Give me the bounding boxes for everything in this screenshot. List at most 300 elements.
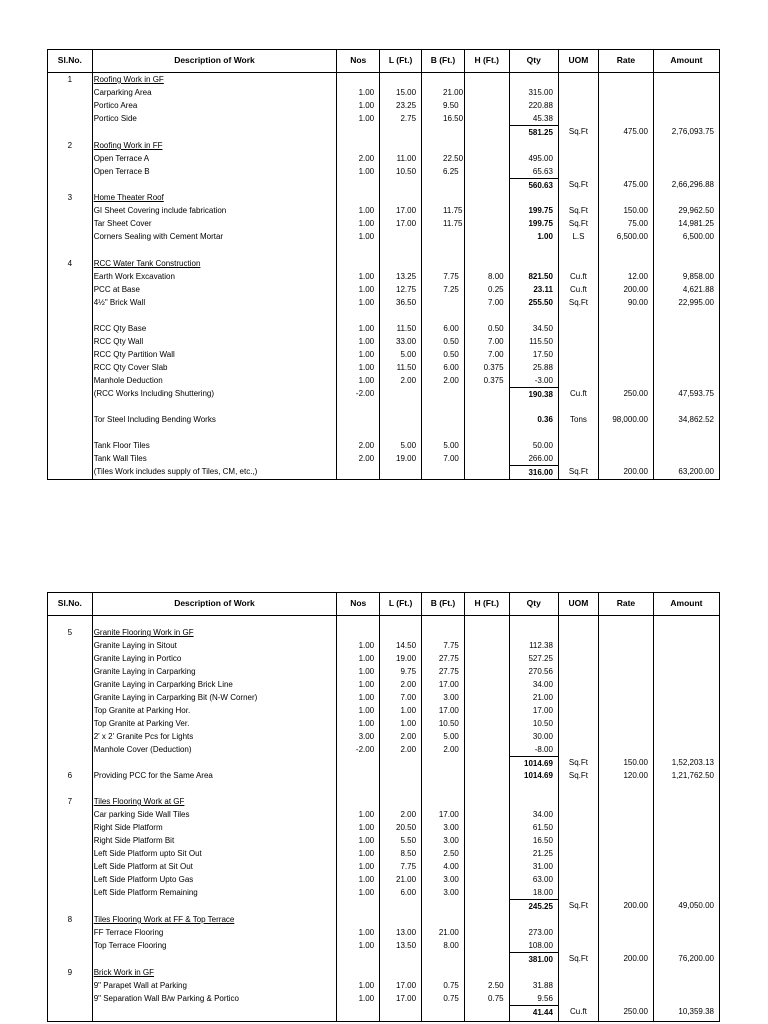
breadth-value: 21.00 — [443, 88, 464, 97]
qty-value: 0.36 — [537, 415, 553, 424]
nos-value: 1.00 — [358, 654, 375, 663]
amount-value: 10,359.38 — [678, 1007, 714, 1016]
length-value: 11.50 — [396, 363, 417, 372]
height-value: 0.25 — [488, 285, 504, 294]
qty-value: 16.50 — [532, 836, 553, 845]
breadth-value: 11.75 — [443, 219, 463, 228]
uom-value: Sq.Ft — [568, 954, 589, 963]
length-value: 11.50 — [396, 324, 417, 333]
nos-value: 1.00 — [358, 272, 375, 281]
item-description: Granite Laying in Carparking Bit (N-W Corner) — [93, 693, 258, 702]
uom-value: Sq.Ft — [568, 127, 589, 136]
length-value: 5.00 — [400, 350, 417, 359]
section-title: Roofing Work in GF — [93, 75, 164, 84]
header-length: L (Ft.) — [380, 593, 422, 615]
breadth-value: 11.75 — [443, 206, 463, 215]
qty-value: 21.25 — [532, 849, 553, 858]
section-title: Brick Work in GF — [93, 968, 155, 977]
sl-no: 8 — [67, 915, 73, 924]
header-length: L (Ft.) — [380, 50, 422, 72]
length-value: 15.00 — [396, 88, 417, 97]
item-description: Portico Side — [93, 114, 137, 123]
sl-no: 5 — [67, 628, 73, 637]
header-height: H (Ft.) — [465, 593, 510, 615]
length-value: 19.00 — [396, 454, 417, 463]
col-rate — [599, 73, 654, 479]
nos-value: -2.00 — [355, 389, 375, 398]
breadth-value: 9.50 — [443, 101, 459, 110]
height-value: 0.75 — [488, 994, 504, 1003]
item-description: PCC at Base — [93, 285, 140, 294]
item-description: 2' x 2' Granite Pcs for Lights — [93, 732, 194, 741]
section-title: RCC Water Tank Construction — [93, 259, 201, 268]
item-description: Left Side Platform Upto Gas — [93, 875, 194, 884]
item-description: Manhole Deduction — [93, 376, 163, 385]
breadth-value: 2.00 — [443, 745, 459, 754]
length-value: 13.50 — [396, 941, 417, 950]
breadth-value: 4.00 — [443, 862, 459, 871]
col-amount — [654, 73, 719, 479]
qty-total: 381.00 — [510, 952, 558, 965]
length-value: 14.50 — [396, 641, 417, 650]
qty-total: 1014.69 — [510, 756, 558, 769]
length-value: 12.75 — [396, 285, 417, 294]
sl-no: 4 — [67, 259, 73, 268]
rate-value: 98,000.00 — [612, 415, 648, 424]
col-uom — [559, 73, 599, 479]
header-breadth: B (Ft.) — [422, 593, 465, 615]
qty-value: 527.25 — [528, 654, 553, 663]
rate-value: 150.00 — [623, 206, 648, 215]
item-description: Providing PCC for the Same Area — [93, 771, 213, 780]
qty-value: 10.50 — [532, 719, 553, 728]
amount-value: 2,76,093.75 — [671, 127, 714, 136]
breadth-value: 3.00 — [443, 823, 459, 832]
amount-value: 76,200.00 — [678, 954, 714, 963]
nos-value: 1.00 — [358, 641, 375, 650]
item-description: RCC Qty Cover Slab — [93, 363, 168, 372]
amount-value: 49,050.00 — [678, 901, 714, 910]
rate-value: 475.00 — [623, 127, 648, 136]
item-description: RCC Qty Wall — [93, 337, 144, 346]
qty-value: 61.50 — [532, 823, 553, 832]
breadth-value: 5.00 — [443, 732, 459, 741]
breadth-value: 3.00 — [443, 693, 459, 702]
qty-value: 255.50 — [528, 298, 553, 307]
item-description: Left Side Platform at Sit Out — [93, 862, 193, 871]
col-breadth — [422, 616, 465, 1021]
item-description: Tank Floor Tiles — [93, 441, 150, 450]
length-value: 7.00 — [400, 693, 417, 702]
uom-value: Sq.Ft — [568, 901, 589, 910]
nos-value: 1.00 — [358, 324, 375, 333]
col-nos — [337, 73, 380, 479]
length-value: 21.00 — [396, 875, 417, 884]
qty-value: 1014.69 — [524, 771, 553, 780]
item-description: Tank Wall Tiles — [93, 454, 147, 463]
nos-value: 1.00 — [358, 719, 375, 728]
uom-value: Cu.ft — [570, 285, 587, 294]
item-description: Earth Work Excavation — [93, 272, 175, 281]
height-value: 0.50 — [488, 324, 504, 333]
uom-value: Sq.Ft — [568, 219, 589, 228]
amount-value: 1,21,762.50 — [671, 771, 714, 780]
uom-value: Sq.Ft — [568, 758, 589, 767]
nos-value: 1.00 — [358, 88, 375, 97]
nos-value: 1.00 — [358, 350, 375, 359]
rate-value: 250.00 — [623, 1007, 648, 1016]
col-qty — [510, 73, 559, 479]
nos-value: 1.00 — [358, 928, 375, 937]
item-description: Top Terrace Flooring — [93, 941, 167, 950]
height-value: 0.375 — [483, 363, 504, 372]
nos-value: 1.00 — [358, 862, 375, 871]
col-rate — [599, 616, 654, 1021]
breadth-value: 6.00 — [443, 324, 459, 333]
amount-value: 63,200.00 — [678, 467, 714, 476]
item-description: Tor Steel Including Bending Works — [93, 415, 216, 424]
qty-value: 25.88 — [532, 363, 553, 372]
length-value: 17.00 — [396, 206, 417, 215]
uom-value: Sq.Ft — [568, 180, 589, 189]
breadth-value: 6.25 — [443, 167, 459, 176]
nos-value: 1.00 — [358, 206, 375, 215]
nos-value: 2.00 — [358, 154, 375, 163]
qty-total: 245.25 — [510, 899, 558, 912]
qty-value: 266.00 — [528, 454, 553, 463]
header-rate: Rate — [599, 50, 654, 72]
nos-value: 1.00 — [358, 114, 375, 123]
length-value: 7.75 — [400, 862, 417, 871]
col-description — [93, 616, 338, 1021]
height-value: 7.00 — [488, 298, 504, 307]
nos-value: 1.00 — [358, 337, 375, 346]
length-value: 5.00 — [400, 441, 417, 450]
col-sl-no — [48, 616, 93, 1021]
qty-value: 34.50 — [532, 324, 553, 333]
col-amount — [654, 616, 719, 1021]
nos-value: 1.00 — [358, 888, 375, 897]
breadth-value: 22.50 — [443, 154, 464, 163]
item-description: (Tiles Work includes supply of Tiles, CM, etc.,) — [93, 467, 258, 476]
length-value: 9.75 — [400, 667, 417, 676]
header-nos: Nos — [337, 593, 380, 615]
qty-value: 199.75 — [528, 219, 553, 228]
section-title: Granite Flooring Work in GF — [93, 628, 194, 637]
nos-value: 1.00 — [358, 836, 375, 845]
item-description: 9" Separation Wall B/w Parking & Portico — [93, 994, 239, 1003]
qty-value: -3.00 — [534, 376, 553, 385]
qty-value: 108.00 — [528, 941, 553, 950]
section-title: Roofing Work in FF — [93, 141, 163, 150]
qty-total: 316.00 — [510, 465, 558, 478]
nos-value: 1.00 — [358, 219, 375, 228]
breadth-value: 3.00 — [443, 875, 459, 884]
item-description: Left Side Platform Remaining — [93, 888, 198, 897]
nos-value: 1.00 — [358, 981, 375, 990]
item-description: Granite Laying in Portico — [93, 654, 182, 663]
header-nos: Nos — [337, 50, 380, 72]
breadth-value: 17.00 — [438, 706, 459, 715]
length-value: 13.00 — [396, 928, 417, 937]
breadth-value: 7.25 — [443, 285, 459, 294]
qty-value: 115.50 — [529, 337, 553, 346]
estimate-table-1 — [47, 49, 720, 480]
col-sl-no — [48, 73, 93, 479]
rate-value: 6,500.00 — [616, 232, 648, 241]
breadth-value: 7.75 — [443, 641, 459, 650]
length-value: 20.50 — [396, 823, 417, 832]
item-description: Open Terrace B — [93, 167, 150, 176]
sl-no: 1 — [67, 75, 73, 84]
qty-value: 220.88 — [528, 101, 553, 110]
qty-total: 560.63 — [510, 178, 558, 191]
uom-value: Sq.Ft — [568, 771, 589, 780]
header-uom: UOM — [559, 593, 599, 615]
length-value: 36.50 — [396, 298, 417, 307]
nos-value: 1.00 — [358, 994, 375, 1003]
item-description: 4½" Brick Wall — [93, 298, 146, 307]
breadth-value: 27.75 — [438, 667, 459, 676]
qty-value: 9.56 — [537, 994, 553, 1003]
qty-total: 581.25 — [510, 125, 558, 138]
amount-value: 6,500.00 — [682, 232, 714, 241]
breadth-value: 27.75 — [438, 654, 459, 663]
table-header — [48, 593, 719, 616]
breadth-value: 5.00 — [443, 441, 459, 450]
breadth-value: 17.00 — [438, 810, 459, 819]
nos-value: 1.00 — [358, 298, 375, 307]
nos-value: 1.00 — [358, 363, 375, 372]
rate-value: 200.00 — [623, 285, 648, 294]
nos-value: 1.00 — [358, 101, 375, 110]
header-uom: UOM — [559, 50, 599, 72]
header-sl-no: Sl.No. — [48, 593, 93, 615]
nos-value: 1.00 — [358, 875, 375, 884]
item-description: Top Granite at Parking Hor. — [93, 706, 191, 715]
rate-value: 12.00 — [627, 272, 648, 281]
amount-value: 34,862.52 — [678, 415, 714, 424]
item-description: 9" Parapet Wall at Parking — [93, 981, 187, 990]
length-value: 2.00 — [400, 810, 417, 819]
nos-value: 1.00 — [358, 849, 375, 858]
nos-value: 1.00 — [358, 167, 375, 176]
length-value: 19.00 — [396, 654, 417, 663]
nos-value: 2.00 — [358, 454, 375, 463]
sl-no: 2 — [67, 141, 73, 150]
item-description: Manhole Cover (Deduction) — [93, 745, 192, 754]
item-description: (RCC Works Including Shuttering) — [93, 389, 215, 398]
qty-value: 112.38 — [529, 641, 553, 650]
sl-no: 3 — [67, 193, 73, 202]
amount-value: 1,52,203.13 — [671, 758, 714, 767]
qty-total: 190.38 — [510, 387, 558, 400]
height-value: 2.50 — [488, 981, 504, 990]
col-height — [465, 616, 510, 1021]
item-description: RCC Qty Partition Wall — [93, 350, 175, 359]
section-title: Tiles Flooring Work at FF & Top Terrace — [93, 915, 235, 924]
uom-value: Tons — [570, 415, 587, 424]
breadth-value: 21.00 — [438, 928, 459, 937]
height-value: 0.375 — [483, 376, 504, 385]
item-description: Open Terrace A — [93, 154, 150, 163]
breadth-value: 7.75 — [443, 272, 459, 281]
height-value: 7.00 — [488, 337, 504, 346]
rate-value: 475.00 — [623, 180, 648, 189]
item-description: Right Side Platform Bit — [93, 836, 175, 845]
amount-value: 14,981.25 — [678, 219, 714, 228]
header-description: Description of Work — [93, 593, 338, 615]
breadth-value: 3.00 — [443, 888, 459, 897]
qty-value: 21.00 — [532, 693, 553, 702]
qty-total: 41.44 — [510, 1005, 558, 1018]
nos-value: 2.00 — [358, 441, 375, 450]
breadth-value: 0.50 — [443, 337, 459, 346]
uom-value: Cu.ft — [570, 1007, 587, 1016]
sl-no: 9 — [67, 968, 73, 977]
rate-value: 200.00 — [623, 467, 648, 476]
breadth-value: 2.00 — [443, 376, 459, 385]
sl-no: 6 — [67, 771, 73, 780]
rate-value: 250.00 — [623, 389, 648, 398]
breadth-value: 16.50 — [443, 114, 464, 123]
nos-value: 1.00 — [358, 810, 375, 819]
table-header — [48, 50, 719, 73]
item-description: RCC Qty Base — [93, 324, 147, 333]
col-description — [93, 73, 338, 479]
breadth-value: 17.00 — [438, 680, 459, 689]
qty-value: 45.38 — [532, 114, 553, 123]
length-value: 2.00 — [400, 680, 417, 689]
col-breadth — [422, 73, 465, 479]
height-value: 8.00 — [488, 272, 504, 281]
item-description: Left Side Platform upto Sit Out — [93, 849, 202, 858]
breadth-value: 2.50 — [443, 849, 459, 858]
nos-value: -2.00 — [355, 745, 375, 754]
uom-value: Cu.ft — [570, 272, 587, 281]
item-description: GI Sheet Covering include fabrication — [93, 206, 227, 215]
length-value: 2.00 — [400, 376, 417, 385]
qty-value: 821.50 — [528, 272, 553, 281]
qty-value: 17.00 — [532, 706, 553, 715]
breadth-value: 3.00 — [443, 836, 459, 845]
uom-value: Sq.Ft — [568, 467, 589, 476]
header-qty: Qty — [510, 593, 559, 615]
item-description: Tar Sheet Cover — [93, 219, 152, 228]
amount-value: 2,66,296.88 — [671, 180, 714, 189]
uom-value: Sq.Ft — [568, 206, 589, 215]
length-value: 6.00 — [400, 888, 417, 897]
nos-value: 3.00 — [358, 732, 375, 741]
item-description: Right Side Platform — [93, 823, 163, 832]
length-value: 2.00 — [400, 732, 417, 741]
uom-value: Cu.ft — [570, 389, 587, 398]
amount-value: 29,962.50 — [678, 206, 714, 215]
qty-value: -8.00 — [534, 745, 553, 754]
length-value: 2.75 — [400, 114, 417, 123]
breadth-value: 10.50 — [438, 719, 459, 728]
qty-value: 31.00 — [532, 862, 553, 871]
item-description: Granite Laying in Carparking — [93, 667, 196, 676]
qty-value: 495.00 — [528, 154, 553, 163]
col-nos — [337, 616, 380, 1021]
length-value: 23.25 — [396, 101, 417, 110]
qty-value: 34.00 — [532, 810, 553, 819]
amount-value: 4,621.88 — [682, 285, 714, 294]
qty-value: 65.63 — [532, 167, 553, 176]
nos-value: 1.00 — [358, 285, 375, 294]
col-length — [380, 616, 422, 1021]
item-description: Carparking Area — [93, 88, 152, 97]
item-description: Corners Sealing with Cement Mortar — [93, 232, 224, 241]
amount-value: 22,995.00 — [678, 298, 714, 307]
item-description: Portico Area — [93, 101, 138, 110]
col-length — [380, 73, 422, 479]
amount-value: 9,858.00 — [682, 272, 714, 281]
item-description: Car parking Side Wall Tiles — [93, 810, 190, 819]
uom-value: L.S — [572, 232, 585, 241]
item-description: Granite Laying in Carparking Brick Line — [93, 680, 233, 689]
qty-value: 1.00 — [537, 232, 553, 241]
length-value: 17.00 — [396, 219, 417, 228]
length-value: 13.25 — [396, 272, 417, 281]
length-value: 2.00 — [400, 745, 417, 754]
length-value: 1.00 — [400, 706, 417, 715]
qty-value: 30.00 — [532, 732, 553, 741]
item-description: FF Terrace Flooring — [93, 928, 164, 937]
height-value: 7.00 — [488, 350, 504, 359]
estimate-table-2 — [47, 592, 720, 1022]
qty-value: 34.00 — [532, 680, 553, 689]
qty-value: 18.00 — [532, 888, 553, 897]
nos-value: 1.00 — [358, 376, 375, 385]
section-title: Home Theater Roof — [93, 193, 164, 202]
length-value: 17.00 — [396, 994, 417, 1003]
rate-value: 150.00 — [623, 758, 648, 767]
rate-value: 200.00 — [623, 954, 648, 963]
nos-value: 1.00 — [358, 667, 375, 676]
nos-value: 1.00 — [358, 941, 375, 950]
rate-value: 200.00 — [623, 901, 648, 910]
length-value: 33.00 — [396, 337, 417, 346]
col-qty — [510, 616, 559, 1021]
uom-value: Sq.Ft — [568, 298, 589, 307]
qty-value: 31.88 — [532, 981, 553, 990]
qty-value: 23.11 — [533, 285, 553, 294]
breadth-value: 6.00 — [443, 363, 459, 372]
header-amount: Amount — [670, 598, 703, 608]
qty-value: 50.00 — [532, 441, 553, 450]
length-value: 17.00 — [396, 981, 417, 990]
breadth-value: 0.75 — [443, 981, 459, 990]
rate-value: 90.00 — [627, 298, 648, 307]
qty-value: 273.00 — [528, 928, 553, 937]
nos-value: 1.00 — [358, 823, 375, 832]
breadth-value: 8.00 — [443, 941, 459, 950]
qty-value: 17.50 — [532, 350, 553, 359]
qty-value: 270.56 — [528, 667, 553, 676]
sl-no: 7 — [67, 797, 73, 806]
header-qty: Qty — [510, 50, 559, 72]
amount-value: 47,593.75 — [678, 389, 714, 398]
header-breadth: B (Ft.) — [422, 50, 465, 72]
length-value: 5.50 — [400, 836, 417, 845]
nos-value: 1.00 — [358, 232, 375, 241]
section-title: Tiles Flooring Work at GF — [93, 797, 185, 806]
nos-value: 1.00 — [358, 706, 375, 715]
header-sl-no: Sl.No. — [48, 50, 93, 72]
breadth-value: 7.00 — [443, 454, 459, 463]
